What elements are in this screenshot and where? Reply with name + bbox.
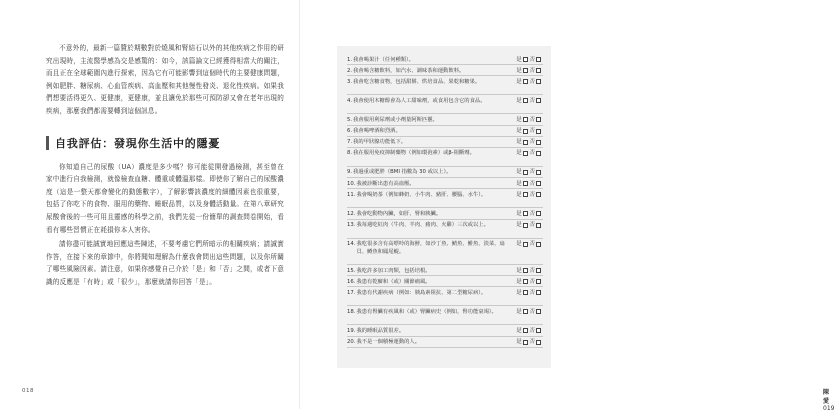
checklist-item-text: 我患有代謝疾病（例如：胰島素阻抗、第二型糖尿病）。 — [356, 289, 487, 296]
no-label: 否 — [529, 241, 535, 247]
no-label: 否 — [529, 169, 535, 176]
no-label: 否 — [529, 308, 535, 315]
no-label: 否 — [529, 278, 535, 285]
no-label: 否 — [529, 78, 535, 85]
checklist-item-number: 1. — [347, 56, 353, 63]
checklist-item-text: 我會吃含糖食物，包括甜餅、烘培食品、果乾和糖果。 — [353, 78, 481, 85]
yes-no-answer — [516, 56, 543, 64]
checklist-item-text: 我會使用木糖醇會為人工甜味劑，或食用包含它的食品。 — [353, 97, 486, 104]
checklist-item — [347, 95, 543, 114]
right-page — [300, 0, 834, 412]
yes-no-answer — [516, 149, 543, 157]
yes-checkbox[interactable] — [523, 170, 528, 175]
no-label: 否 — [529, 339, 535, 346]
checklist-item-number: 6. — [347, 128, 353, 135]
page-number-right: 019 — [823, 405, 834, 412]
checklist-item-number: 13. — [347, 222, 356, 228]
yes-label: 是 — [516, 267, 522, 274]
no-label: 否 — [529, 150, 535, 157]
page-number-left: 018 — [22, 388, 34, 394]
yes-no-answer — [516, 191, 543, 199]
yes-checkbox[interactable] — [523, 279, 528, 284]
checklist-item-number: 2. — [347, 67, 353, 74]
no-checkbox[interactable] — [536, 242, 541, 247]
yes-label: 是 — [516, 191, 522, 198]
no-label: 否 — [529, 222, 535, 228]
yes-label: 是 — [516, 278, 522, 285]
self-assessment-checklist — [337, 46, 551, 368]
section-heading-row — [46, 135, 284, 151]
yes-no-answer — [516, 78, 543, 86]
no-checkbox[interactable] — [536, 192, 541, 197]
yes-no-answer — [516, 240, 543, 248]
yes-no-answer — [516, 338, 543, 346]
yes-no-answer — [516, 210, 543, 218]
yes-label: 是 — [516, 210, 522, 217]
checklist-item-number: 8. — [347, 150, 353, 157]
yes-label: 是 — [516, 180, 522, 187]
no-checkbox[interactable] — [536, 309, 541, 314]
no-checkbox[interactable] — [536, 340, 541, 345]
checklist-item-text: 我每週吃紅肉（牛肉、羊肉、豬肉、火雞）三次或以上。 — [356, 222, 489, 228]
no-checkbox[interactable] — [536, 140, 541, 145]
checklist-item — [347, 276, 543, 287]
no-label: 否 — [529, 97, 535, 104]
yes-no-answer — [516, 116, 543, 124]
yes-checkbox[interactable] — [523, 223, 528, 228]
no-checkbox[interactable] — [536, 181, 541, 186]
yes-no-answer — [516, 138, 543, 146]
no-label: 否 — [529, 210, 535, 217]
body-paragraph-2: 請你盡可能誠實地回應這些陳述，不要考慮它們所暗示的相關疾病；請誠實作答，在接下來的章節中，你將聞知理解為什麼我會問出這些問題，以及你所關了哪些風險因素。請注意，如果你感覺自己介於「是」和「否」之間，或者下意識的反應是「有時」或「很少」，那麼就請你回答「是」。 — [46, 240, 284, 286]
no-label: 否 — [529, 128, 535, 135]
checklist-item — [347, 208, 543, 219]
checklist-item-text: 我患有乾癬和（或）關節痛風。 — [356, 278, 431, 285]
yes-label: 是 — [516, 308, 522, 315]
checklist-item-text: 我會服用利尿劑或小劑量阿斯匹靈。 — [353, 116, 438, 123]
checklist-item-number: 10. — [347, 180, 356, 187]
yes-checkbox[interactable] — [523, 68, 528, 73]
checklist-item-text: 我吃很多含有高嘌呤的海鮮，如沙丁魚、鯖魚、鯡魚、淡菜、扇貝、鱒魚和鳳尾鯷。 — [356, 241, 505, 255]
yes-checkbox[interactable] — [523, 309, 528, 314]
checklist-item-text: 我在服用免疫抑制藥物（例如環孢素）或β-阻斷劑。 — [353, 150, 475, 157]
checklist-item-number: 3. — [347, 78, 353, 85]
yes-checkbox[interactable] — [523, 129, 528, 134]
checklist-item — [347, 189, 543, 208]
yes-no-answer — [516, 168, 543, 176]
checklist-item — [347, 137, 543, 148]
yes-label: 是 — [516, 97, 522, 104]
yes-no-answer — [516, 327, 543, 335]
no-label: 否 — [529, 67, 535, 74]
no-checkbox[interactable] — [536, 211, 541, 216]
checklist-item — [347, 287, 543, 306]
checklist-item-number: 9. — [347, 169, 353, 176]
checklist-item-number: 11. — [347, 191, 356, 198]
yes-label: 是 — [516, 222, 522, 228]
yes-label: 是 — [516, 150, 522, 157]
yes-checkbox[interactable] — [523, 151, 528, 156]
intro-paragraph: 不意外的，最新一篇贊於期數對於燒風和腎結石以外的其他疾病之作用的研究出現時，主流醫學感為交是感驚的：如今，該篇論文已經獲得相當大的關注，而且正在全球範圍內進行探索，因為它有可能影響到這個時代的主要健康問題，例如肥胖、糖尿病、心血管疾病、高血壓和其他慢性發炎、退化性疾病。如果我們想要活得更久、更健康，更健康，並且讓免於那些可預防卻又會在老年出現的疾病，那麼我們都需要轉到這個訊息。 — [46, 44, 284, 115]
yes-checkbox[interactable] — [523, 140, 528, 145]
checklist-item-text: 我會喝果汁（任何種類）。 — [353, 56, 414, 63]
checklist-item-text: 我會喝奶茶（例如蜂奶、小牛肉、豬肝、腰腦、水牛）。 — [356, 191, 487, 198]
checklist-item — [347, 265, 543, 276]
checklist-item — [347, 306, 543, 325]
checklist-item-text: 我會喝啤酒和烈酒。 — [353, 128, 401, 135]
yes-label: 是 — [516, 78, 522, 85]
left-page — [0, 0, 300, 409]
no-checkbox[interactable] — [536, 57, 541, 62]
yes-no-answer — [516, 289, 543, 297]
checklist-item — [347, 76, 543, 95]
yes-label: 是 — [516, 339, 522, 346]
no-checkbox[interactable] — [536, 151, 541, 156]
no-label: 否 — [529, 180, 535, 187]
no-checkbox[interactable] — [536, 79, 541, 84]
checklist-item — [347, 65, 543, 76]
checklist-item — [347, 126, 543, 137]
no-label: 否 — [529, 191, 535, 198]
checklist-item-text: 我吃許多加工肉類，包括培根。 — [356, 267, 431, 274]
body-paragraph-1: 你知道自己的尿酸（UA）濃度是多少嗎？你可能從開發過檢測，甚至曾在家中進行自我檢測，就像檢查血糖、體重或體溫那樣。即使你了解自己的尿酸濃度（這是一整天都會變化的動態數字），了解影響該濃度的細體因素也很重要，包括了你吃下的食物、服用的藥物、睡眠品質，以及身體活動量。在第八章研究尿酸會後的一些可用且靈感的科學之前，我們先從一份簡單的調查問卷開始，看看有哪些習慣正在耗損你本人害你。 — [46, 162, 284, 234]
yes-label: 是 — [516, 128, 522, 135]
yes-no-answer — [516, 278, 543, 286]
no-checkbox[interactable] — [536, 290, 541, 295]
left-page-body — [46, 42, 284, 289]
checklist-item-number: 19. — [347, 327, 356, 334]
checklist-item — [347, 325, 543, 336]
no-checkbox[interactable] — [536, 68, 541, 73]
checklist-item-text: 我過重或肥胖（BMI 指數為 30 或以上）。 — [353, 169, 452, 176]
yes-checkbox[interactable] — [523, 211, 528, 216]
checklist-item-text: 我不是一個積極運動的人。 — [356, 339, 421, 346]
checklist-item-number: 12. — [347, 210, 356, 217]
yes-label: 是 — [516, 67, 522, 74]
no-label: 否 — [529, 327, 535, 334]
no-checkbox[interactable] — [536, 268, 541, 273]
checklist-item-number: 20. — [347, 339, 356, 346]
yes-label: 是 — [516, 116, 522, 123]
yes-label: 是 — [516, 241, 522, 247]
checklist-item-number: 18. — [347, 308, 356, 315]
checklist-item-text: 我會喝含糖飲料，如汽水、調味茶和運動飲料。 — [353, 67, 465, 74]
page-footer-right — [823, 387, 834, 412]
checklist-item — [347, 114, 543, 125]
yes-checkbox[interactable] — [523, 290, 528, 295]
yes-checkbox[interactable] — [523, 328, 528, 333]
yes-checkbox[interactable] — [523, 242, 528, 247]
checklist-item — [347, 239, 543, 266]
no-label: 否 — [529, 267, 535, 274]
yes-no-answer — [516, 97, 543, 105]
checklist-item-number: 16. — [347, 278, 356, 285]
no-checkbox[interactable] — [536, 129, 541, 134]
yes-label: 是 — [516, 169, 522, 176]
checklist-item-text: 我會吃動物內臟，如肝、腎和胰臟。 — [356, 210, 442, 217]
checklist-item-number: 7. — [347, 139, 353, 146]
checklist-item-text: 我被診斷出患有高血壓。 — [356, 180, 415, 187]
checklist-item — [347, 178, 543, 189]
no-checkbox[interactable] — [536, 328, 541, 333]
checklist-item-text: 我患有腎臟有疾風和（或）腎臟病史（例如，腎功能衰竭）。 — [356, 308, 497, 315]
heading-accent-bar — [46, 136, 49, 150]
checklist-item-text: 我的睡眠品質很差。 — [356, 327, 405, 334]
no-checkbox[interactable] — [536, 279, 541, 284]
yes-label: 是 — [516, 56, 522, 63]
yes-label: 是 — [516, 327, 522, 334]
checklist-item-number: 5. — [347, 116, 353, 123]
yes-checkbox[interactable] — [523, 181, 528, 186]
checklist-item — [347, 167, 543, 178]
checklist-item — [347, 54, 543, 65]
yes-label: 是 — [516, 289, 522, 296]
yes-checkbox[interactable] — [523, 268, 528, 273]
checklist-item — [347, 220, 543, 239]
yes-checkbox[interactable] — [523, 192, 528, 197]
checklist-item-number: 4. — [347, 97, 353, 104]
running-head: 陳愛 — [823, 389, 830, 405]
yes-checkbox[interactable] — [523, 98, 528, 103]
checklist-item-number: 15. — [347, 267, 356, 274]
no-checkbox[interactable] — [536, 170, 541, 175]
section-heading: 自我評估：發現你生活中的隱憂 — [55, 136, 221, 150]
checklist-item-text: 我的甲狀腺功能低下。 — [353, 139, 407, 146]
yes-no-answer — [516, 267, 543, 275]
no-label: 否 — [529, 289, 535, 296]
no-label: 否 — [529, 139, 535, 146]
yes-checkbox[interactable] — [523, 117, 528, 122]
checklist-item-number: 17. — [347, 289, 356, 296]
checklist-item — [347, 148, 543, 167]
no-label: 否 — [529, 56, 535, 63]
yes-no-answer — [516, 127, 543, 135]
yes-no-answer — [516, 308, 543, 316]
yes-label: 是 — [516, 139, 522, 146]
yes-no-answer — [516, 221, 543, 229]
no-checkbox[interactable] — [536, 117, 541, 122]
checklist-item — [347, 337, 543, 348]
yes-no-answer — [516, 67, 543, 75]
no-label: 否 — [529, 116, 535, 123]
yes-no-answer — [516, 180, 543, 188]
yes-checkbox[interactable] — [523, 57, 528, 62]
yes-checkbox[interactable] — [523, 79, 528, 84]
yes-checkbox[interactable] — [523, 340, 528, 345]
no-checkbox[interactable] — [536, 98, 541, 103]
checklist-item-number: 14. — [347, 241, 356, 247]
no-checkbox[interactable] — [536, 223, 541, 228]
